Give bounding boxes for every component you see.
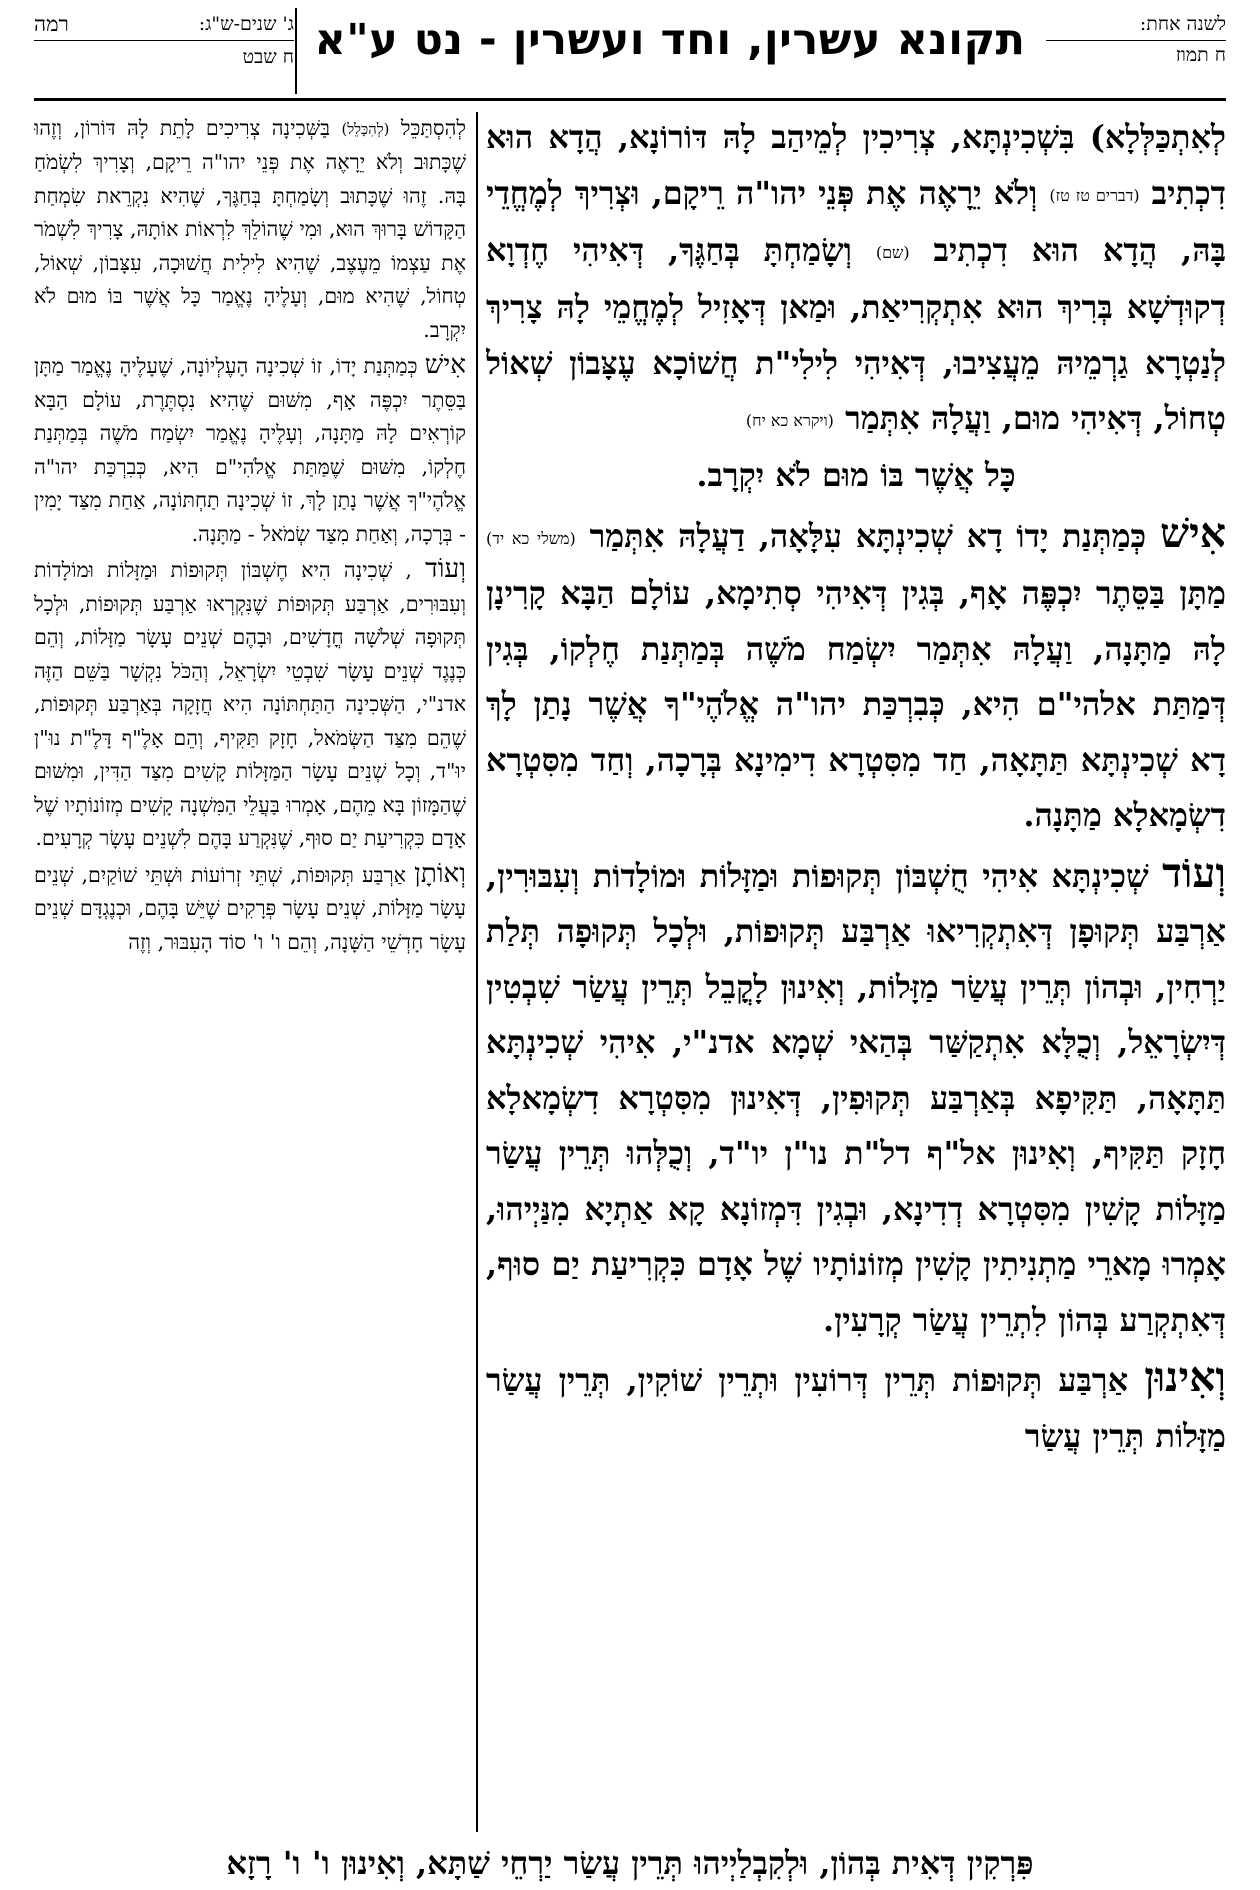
page-number: רמה	[34, 12, 69, 36]
main-paragraph-2	[486, 506, 1226, 844]
paragraph-text: אַרְבַּע תְּקוּפוֹת תְּרֵין דְּרוֹעִין וּתְרֵין שׁוֹקִין, תְּרֵין עֲשַׂר מַזָּלוֹת תְּרֵין עֲשַׂר	[486, 1361, 1226, 1455]
translation-paragraph-2	[34, 349, 466, 551]
header-left-block	[34, 10, 294, 71]
main-paragraph-4	[486, 1350, 1226, 1464]
paragraph-text: כְּמַתְּנַת יָדוֹ דָא שְׁכִינְתָּא עִלָּאָה, דַעֲלָהּ אִתְּמַר	[589, 516, 1147, 555]
page-title: תקונא עשרין, וחד ועשרין - נט ע"א	[314, 15, 1026, 65]
paragraph-text: , שְׁכִינָה הִיא חֶשְׁבּוֹן תְּקוּפוֹת וּמַזָּלוֹת וּמוֹלָדוֹת וְעִבּוּרִים, אַרְבַּע תְּקוּפוֹת שֶׁנִּקְרְאוּ אַרְבַּע תְּקוּפוֹת, וּלְכָל תְּקוּפָה שְׁלֹשָׁה חֳדָשִׁים, וּבָהֶם שְׁנֵים עָשָׂר מַזָּלוֹת, וְהֵם כְּנֶגֶד שְׁנֵים עָשָׂר שִׁבְטֵי יִשְׂרָאֵל, וְהַכֹּל נִקְשָׁר בַּשֵּׁם הַזֶּה אדנ"י, הַשְּׁכִינָה הַתַּחְתּוֹנָה הִיא חֲזָקָה בְּאַרְבַּע תְּקוּפוֹת, שֶׁהֵם מִצַּד הַשְּׂמֹאל, חָזָק תַּקִּיף, וְהֵם אָלֶ"ף דָּלֶ"ת נוּ"ן יוּ"ד, וְכָל שְׁנֵים עָשָׂר הַמַּזָּלוֹת קָשִׁים מִצַּד הַדִּין, וּמִשּׁוּם שֶׁהַמָּזוֹן בָּא מֵהֶם, אָמְרוּ בַּעֲלֵי הַמִּשְׁנָה קָשִׁים מְזוֹנוֹתָיו שֶׁל אָדָם כִּקְרִיעַת יַם סוּף, שֶׁנִּקְרַע בָּהֶם לִשְׁנֵים עָשָׂר קְרָעִים.	[34, 558, 466, 851]
main-text-column	[486, 110, 1226, 1840]
one-year-schedule-label: לשנה אחת:	[1046, 10, 1226, 41]
opening-word: וְעוֹד	[1162, 848, 1226, 897]
opening-word: וְעוֹד	[425, 554, 466, 585]
paragraph-text: וְלֹא יֵרָאֶה אֶת פְּנֵי יהו"ה רֵיקָם, וּצְרִיךְ לְמֶחֱדֵי בָּהּ, הֲדָא הוּא דִכְתִיב	[486, 173, 1226, 269]
verse-reference: (ויקרא כא יח)	[745, 410, 834, 430]
paragraph-text: כְּמַתְּנַת יָדוֹ, זוֹ שְׁכִינָה הָעֶלְיוֹנָה, שֶׁעָלֶיהָ נֶאֱמַר מַתָּן בַּסֵּתֶר יִכְפֶּה אָף, מִשּׁוּם שֶׁהִיא נִסְתֶּרֶת, עוֹלָם הַבָּא קוֹרְאִים לָהּ מַתָּנָה, וְעָלֶיהָ נֶאֱמַר יִשְׂמַח מֹשֶׁה בְּמַתְּנַת חֶלְקוֹ, מִשּׁוּם שֶׁמַּתַּת אֱלֹהִי"ם הִיא, כְּבִרְכַּת יהו"ה אֱלֹהֶי"ךָ אֲשֶׁר נָתַן לָךְ, זוֹ שְׁכִינָה תַחְתּוֹנָה, אַחַת מִצַּד יָמִין - בְּרָכָה, וְאַחַת מִצַּד שְׂמֹאל - מַתָּנָה.	[34, 354, 466, 546]
column-divider	[476, 112, 478, 1832]
paragraph-text: אַרְבַּע תְּקוּפוֹת, שְׁתֵּי זְרוֹעוֹת וּשְׁתֵּי שׁוֹקַיִם, שְׁנֵים עָשָׂר מַזָּלוֹת, שְׁנֵים עָשָׂר פְּרָקִים שֶׁיֵּשׁ בָּהֶם, וּכְנֶגְדָּם שְׁנֵים עָשָׂר חָדְשֵׁי הַשָּׁנָה, וְהֵם ו' ו' סוֹד הָעִבּוּר, וְזֶה	[34, 862, 466, 954]
verse-reference: (משלי כא יד)	[486, 528, 576, 548]
page-bottom-line: פִּרְקִין דְּאִית בְּהוֹן, וּלְקִבְלַיְיהוּ תְּרֵין עֲשַׂר יַרְחֵי שַׁתָּא, וְאִינוּן ו' ו' רָזָא	[226, 1844, 1034, 1882]
header-right-block	[1046, 10, 1226, 69]
header-divider	[295, 8, 297, 94]
paragraph-text: לְהִסְתַּכֵּל	[400, 116, 466, 140]
verse-reference: (שם)	[875, 242, 910, 262]
paragraph-text: כָּל אֲשֶׁר בּוֹ מוּם לֹא יִקְרָב.	[696, 456, 1016, 495]
opening-word: אִישׁ	[1160, 508, 1226, 557]
verse-reference: (דברים טז טז)	[1049, 185, 1140, 205]
paragraph-text: וְשָׂמַחְתָּ בְּחַגֶּךָ, דְּאִיהִי חֶדְוָא דְקוּדְשָׁא בְּרִיךְ הוּא אִתְקְרִיאַת, וּמַאן דְּאָזִיל לְמֶחֱמֵי לָהּ צָרִיךְ לְנַטְרָא גַרְמֵיהּ מֵעֲצִיבוּ, דְּאִיהִי לִילִי"ת חֲשׁוֹכָא עֶצָּבוֹן שְׁאוֹל טְחוֹל, דְּאִיהִי מוּם, וַעֲלָהּ אִתְּמַר	[486, 230, 1226, 437]
three-year-schedule-label: ג' שנים-ש"ג:	[198, 13, 294, 35]
paragraph-text: לְאִתְכַּלְּלָא) בִּשְׁכִינְתָּא, צְרִיכִין לְמֵיהַב לָהּ דּוֹרוֹנָא, הֲדָא הוּא דִכְתִיב	[486, 118, 1226, 212]
translation-paragraph-3	[34, 553, 466, 856]
paragraph-text: מַתָּן בַּסֵּתֶר יִכְפֶּה אָף, בְּגִין דְּאִיהִי סְתִימָא, עוֹלָם הַבָּא קָרִינָן לָהּ מַתָּנָה, וַעֲלָהּ אִתְּמַר יִשְׂמַח מֹשֶׁה בְּמַתְּנַת חֶלְקוֹ, בְּגִין דְּמַתַּת אלהי"ם הִיא, כְּבִרְכַּת יהו"ה אֱלֹהֶי"ךָ אֲשֶׁר נָתַן לָךְ דָא שְׁכִינְתָּא תַּתָּאָה, חַד מִסִּטְרָא דִימִינָא בְּרָכָה, וְחַד מִסִּטְרָא דִשְׂמָאלָא מַתָּנָה.	[486, 574, 1226, 834]
three-year-schedule-date: ח שבט	[242, 46, 294, 68]
main-paragraph-1	[486, 110, 1226, 504]
translation-column	[34, 112, 466, 1840]
opening-word: וְאִינוּן	[1144, 1353, 1226, 1401]
page-header	[34, 8, 1226, 101]
variant-note: (לְהִכָּלֵל)	[341, 120, 390, 138]
paragraph-text: שְׁכִינְתָּא אִיהִי חֻשְׁבּוֹן תְּקוּפוֹת וּמַזָּלוֹת וּמוֹלָדוֹת וְעִבּוּרִין, אַרְבַּע תְּקוּפָן דְּאִתְקְרִיאוּ אַרְבַּע תְּקוּפוֹת, וּלְכָל תְּקוּפָה תְּלַת יַרְחִין, וּבְהוֹן תְּרֵין עֲשַׂר מַזָּלוֹת, וְאִינוּן לָקֳבֵל תְּרֵין עֲשַׂר שִׁבְטִין דְּיִשְׂרָאֵל, וְכֻלָּא אִתְקַשַּׁר בְּהַאי שְׁמָא אדנ"י, אִיהִי שְׁכִינְתָּא תַּתָּאָה, תַּקִּיפָא בְּאַרְבַּע תְּקוּפִין, דְּאִינוּן מִסִּטְרָא דִשְׂמָאלָא חָזָק תַּקִּיף, וְאִינוּן אל"ף דל"ת נו"ן יו"ד, וְכֻלְּהוּ תְּרֵין עֲשַׂר מַזָּלוֹת קָשִׁין מִסִּטְרָא דְדִינָא, וּבְגִין דִּמְזוֹנָא קָא אַתְיָא מִנַּיְיהוּ, אָמְרוּ מָארֵי מַתְנִיתִין קָשִׁין מְזוֹנוֹתָיו שֶׁל אָדָם כִּקְרִיעַת יַם סוּף, דְּאִתְקְרַע בְּהוֹן לִתְרֵין עֲשַׂר קְרָעִין.	[486, 856, 1226, 1339]
paragraph-text: בַּשְּׁכִינָה צְרִיכִים לָתֵת לָהּ דּוֹרוֹן, וְזֶהוּ שֶׁכָּתוּב וְלֹא יֵרָאֶה אֶת פְּנֵי יהו"ה רֵיקָם, וְצָרִיךְ לִשְׂמֹחַ בָּהּ. זֶהוּ שֶׁכָּתוּב וְשָׂמַחְתָּ בְּחַגֶּךָ, שֶׁהִיא נִקְרֵאת שִׂמְחַת הַקָּדוֹשׁ בָּרוּךְ הוּא, וּמִי שֶׁהוֹלֵךְ לִרְאוֹת אוֹתָהּ, צָרִיךְ לִשְׁמֹר אֶת עַצְמוֹ מֵעֶצֶב, שֶׁהִיא לִילִית חֲשׁוּכָה, עִצָּבוֹן, שְׁאוֹל, טְחוֹל, שֶׁהִיא מוּם, וְעָלֶיהָ נֶאֱמַר כָּל אֲשֶׁר בּוֹ מוּם לֹא יִקְרָב.	[34, 116, 466, 342]
opening-word: וְאוֹתָן	[414, 858, 466, 889]
one-year-schedule-date: ח תמוז	[1175, 44, 1226, 66]
main-paragraph-3	[486, 846, 1226, 1349]
opening-word: אִישׁ	[424, 350, 466, 381]
translation-paragraph-1	[34, 112, 466, 347]
translation-paragraph-4	[34, 858, 466, 960]
